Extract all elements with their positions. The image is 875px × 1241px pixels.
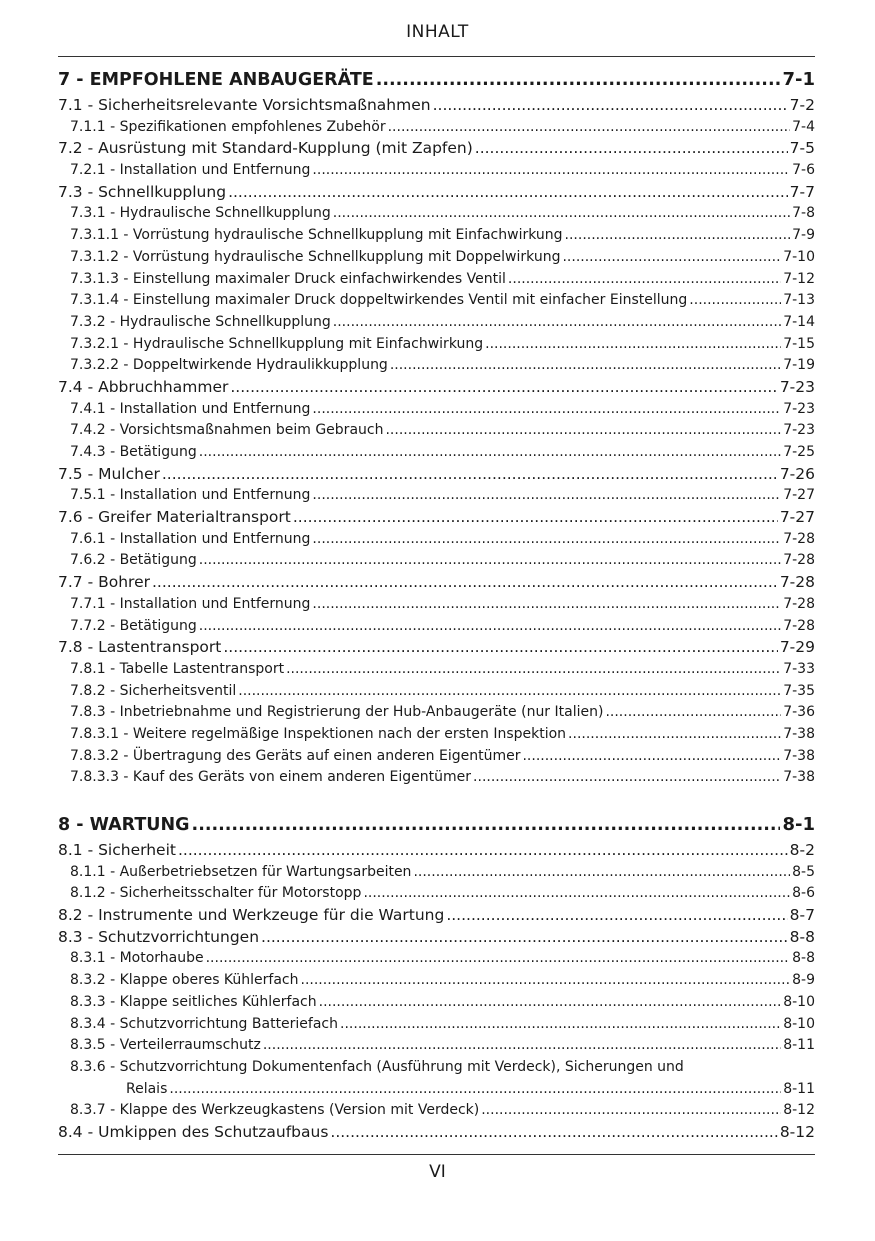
toc-leader-dots [319,992,782,1014]
toc-entry[interactable] [58,767,815,789]
toc-entry-page: 8-10 [783,993,815,1010]
toc-entry-title: 8.3.4 - Schutzvorrichtung Batteriefach [70,1015,339,1032]
toc-leader-dots [238,681,781,703]
toc-entry-page: 7-28 [783,595,815,612]
toc-entry-title: 7.4.3 - Betätigung [70,444,197,460]
toc-entry-page: 7-10 [783,248,815,265]
toc-entry-title: 7.2 - Ausrüstung mit Standard-Kupplung (mit Zapfen) [58,139,473,158]
toc-entry-title: 7.7.1 - Installation und Entfernung [70,595,311,612]
toc-entry-page: 7-33 [783,660,815,677]
toc-entry-page: 8-8 [792,950,815,967]
toc-entry-title: 8.3.2 - Klappe oberes Kühlerfach [70,972,299,989]
toc-leader-dots [293,507,778,529]
toc-entry[interactable] [58,377,815,399]
toc-chapter-title: 7 - EMPFOHLENE ANBAUGERÄTE [58,70,374,90]
toc-entry-page: 8-11 [783,1037,815,1054]
toc-leader-dots [388,117,791,139]
toc-entry[interactable] [58,681,815,703]
toc-entry-page: 7-23 [783,400,815,417]
toc-entry[interactable] [58,992,815,1014]
toc-entry-page: 7-27 [783,487,815,504]
toc-leader-dots [228,182,788,204]
toc-entry-title: 8.3.5 - Verteilerraumschutz [70,1037,261,1054]
toc-chapter-7-entries [58,95,815,789]
toc-chapter-8-entries [58,840,815,1144]
toc-entry-line[interactable]: 8.3.6 - Schutzvorrichtung Dokumentenfach (Ausführung mit Verdeck), Sicherungen und [70,1058,684,1075]
toc-entry-page: 7-23 [783,422,815,439]
toc-leader-dots [206,948,791,970]
toc-leader-dots [312,529,781,551]
toc-entry[interactable] [58,862,815,884]
toc-entry[interactable] [58,883,815,905]
toc-leader-dots [562,247,781,269]
toc-entry-page: 7-14 [783,313,815,330]
toc-leader-dots [263,1035,781,1057]
toc-entry[interactable] [58,464,815,486]
toc-entry-title: 7.4.2 - Vorsichtsmaßnahmen beim Gebrauch [70,422,384,439]
toc-entry-page: 7-28 [779,573,815,592]
toc-entry[interactable] [58,225,815,247]
toc-entry-page: 7-8 [792,205,815,222]
toc-entry-title: 7.8.3.3 - Kauf des Geräts von einem anderen Eigentümer [70,769,472,786]
toc-entry-title: 7.3.1.3 - Einstellung maximaler Druck einfachwirkendes Ventil [70,270,506,287]
toc-entry-title: 7.8.3 - Inbetriebnahme und Registrierung der Hub-Anbaugeräte (nur Italien) [70,704,604,721]
toc-entry-title: 7.1.1 - Spezifikationen empfohlenes Zubehör [70,118,386,135]
toc-entry-title: 7.5 - Mulcher [58,464,160,483]
toc-entry-page: 7-5 [789,139,815,158]
toc-entry-page: 7-38 [783,769,815,786]
toc-entry-page: 7-29 [779,638,815,657]
toc-leader-dots [169,1079,781,1101]
toc-entry-title: 8.3 - Schutzvorrichtungen [58,927,260,946]
toc-entry-page: 8-10 [783,1015,815,1032]
toc-entry-title: 7.4.1 - Installation und Entfernung [70,400,311,417]
toc-chapter-title: 8 - WARTUNG [58,815,190,835]
toc-entry-title: 7.3.1.2 - Vorrüstung hydraulische Schnellkupplung mit Doppelwirkung [70,248,561,265]
toc-entry[interactable] [58,312,815,334]
toc-entry-title: 7.1 - Sicherheitsrelevante Vorsichtsmaßnahmen [58,96,431,114]
toc-entry[interactable] [58,138,815,160]
toc-leader-dots [312,399,781,421]
toc-leader-dots [605,702,781,724]
toc-entry-title: 8.2 - Instrumente und Werkzeuge für die Wartung [58,906,445,925]
toc-entry[interactable] [58,355,815,377]
toc-entry-page: 7-26 [779,464,815,483]
toc-entry-title: 7.3.1 - Hydraulische Schnellkupplung [70,205,331,222]
page-header: INHALT [406,22,469,42]
toc-entry[interactable] [58,399,815,421]
toc-entry[interactable] [58,203,815,225]
toc-entry[interactable] [58,507,815,529]
toc-leader-dots [689,290,781,312]
toc-entry-title: 7.8.2 - Sicherheitsventil [70,682,237,699]
toc-leader-dots [261,927,788,949]
toc-entry-title: 8.1 - Sicherheit [58,841,176,859]
toc-entry-title: 7.7.2 - Betätigung [70,617,197,634]
toc-entry-title: 8.4 - Umkippen des Schutzaufbaus [58,1122,329,1141]
toc-entry-title: 7.3 - Schnellkupplung [58,182,227,201]
toc-entry-title: 7.6 - Greifer Materialtransport [58,508,291,527]
toc-leader-dots [481,1100,781,1122]
toc-entry[interactable] [58,1122,815,1144]
toc-entry[interactable] [58,247,815,269]
toc-leader-dots [385,420,781,442]
toc-entry-title: 7.8.3.2 - Übertragung des Geräts auf einen anderen Eigentümer [70,747,521,764]
toc-entry[interactable] [58,550,815,572]
toc-leader-dots [568,724,781,746]
toc-entry-page: 7-15 [783,335,815,352]
toc-leader-dots [333,312,781,334]
toc-entry-page: 7-6 [792,162,815,179]
toc-leader-dots [199,442,781,464]
toc-entry[interactable] [58,420,815,442]
toc-leader-dots [473,767,781,789]
footer-rule [58,1154,815,1155]
toc-entry[interactable] [58,659,815,681]
toc-entry[interactable] [58,269,815,291]
toc-entry-page: 8-6 [792,885,815,902]
toc-entry-page: 7-4 [792,118,815,135]
toc-leader-dots [192,810,781,841]
toc-entry-page: 7-28 [783,530,815,547]
toc-leader-dots [340,1014,781,1036]
toc-chapter-7[interactable] [58,64,815,95]
toc-leader-dots [162,464,778,486]
toc-entry-page: 8-8 [789,927,815,946]
toc-leader-dots [230,377,777,399]
toc-entry-title: 8.1.2 - Sicherheitsschalter für Motorstopp [70,885,362,902]
toc-entry[interactable] [58,95,815,117]
toc-entry-title: 7.7 - Bohrer [58,573,150,592]
toc-entry-title: 7.3.2.2 - Doppeltwirkende Hydraulikkupplung [70,357,388,374]
toc-leader-dots [363,883,790,905]
toc-leader-dots [376,65,781,96]
toc-leader-dots [485,334,781,356]
toc-entry-page: 7-36 [783,704,815,721]
toc-entry[interactable] [58,594,815,616]
toc-entry-page: 7-28 [783,552,815,569]
toc-leader-dots [446,905,787,927]
toc-entry-page: 7-12 [783,270,815,287]
toc-entry[interactable] [58,442,815,464]
toc-entry[interactable] [58,182,815,204]
header-rule [58,56,815,57]
toc-entry-page: 7-27 [779,508,815,527]
toc-entry-title: Relais [126,1080,168,1097]
toc-entry-title: 7.2.1 - Installation und Entfernung [70,162,311,179]
toc-entry-title: 8.1.1 - Außerbetriebsetzen für Wartungsarbeiten [70,863,412,880]
toc-entry[interactable] [58,746,815,768]
toc-leader-dots [330,1122,777,1144]
toc-leader-dots [390,355,781,377]
toc-entry-page: 7-23 [779,377,815,396]
toc-entry[interactable] [58,485,815,507]
toc-leader-dots [433,95,788,117]
toc-entry[interactable] [58,927,815,949]
toc-leader-dots [475,138,788,160]
toc-chapter-page: 7-1 [782,69,815,90]
toc-entry-title: 7.3.1.1 - Vorrüstung hydraulische Schnellkupplung mit Einfachwirkung [70,227,563,244]
toc-leader-dots [522,746,781,768]
toc-leader-dots [312,594,781,616]
toc-entry[interactable] [58,572,815,594]
toc-leader-dots [413,862,790,884]
toc-entry-title: 8.3.3 - Klappe seitliches Kühlerfach [70,993,317,1010]
toc-entry-page: 8-11 [783,1080,815,1097]
toc-leader-dots [152,572,778,594]
toc-entry[interactable] [58,724,815,746]
toc-chapter-page: 8-1 [782,814,815,835]
toc-entry-title: 7.8.1 - Tabelle Lastentransport [70,660,285,677]
toc-entry[interactable] [58,905,815,927]
toc-entry-page: 7-38 [783,725,815,742]
toc-entry-title: 7.3.2 - Hydraulische Schnellkupplung [70,313,331,330]
toc-entry-page: 7-35 [783,682,815,699]
toc-leader-dots [199,616,781,638]
toc-entry[interactable] [58,637,815,659]
toc-entry-title: 7.4 - Abbruchhammer [58,377,229,396]
toc-leader-dots [508,269,781,291]
table-of-contents [58,64,815,1144]
page-number: VI [429,1162,446,1182]
toc-entry-title: 7.8.3.1 - Weitere regelmäßige Inspektionen nach der ersten Inspektion [70,725,567,742]
toc-entry[interactable] [58,1079,815,1101]
toc-entry[interactable] [58,1035,815,1057]
toc-entry[interactable] [58,1100,815,1122]
toc-entry-page: 8-9 [792,972,815,989]
toc-leader-dots [312,160,790,182]
toc-entry-title: 8.3.1 - Motorhaube [70,950,204,967]
toc-entry-page: 7-28 [783,617,815,634]
toc-entry[interactable] [58,616,815,638]
toc-entry[interactable] [58,970,815,992]
toc-entry-title: 7.3.1.4 - Einstellung maximaler Druck doppeltwirkendes Ventil mit einfacher Einstellung [70,292,688,309]
toc-leader-dots [178,840,788,862]
toc-entry-page: 7-25 [783,444,815,460]
toc-entry-title: 7.3.2.1 - Hydraulische Schnellkupplung mit Einfachwirkung [70,335,484,352]
toc-entry[interactable] [58,160,815,182]
toc-entry-page: 8-2 [789,841,815,859]
toc-entry[interactable] [58,117,815,139]
toc-entry[interactable] [58,334,815,356]
toc-entry[interactable] [58,702,815,724]
toc-chapter-8[interactable] [58,809,815,840]
toc-entry-title: 7.8 - Lastentransport [58,638,222,657]
toc-entry-page: 8-12 [779,1122,815,1141]
toc-entry[interactable] [58,948,815,970]
toc-entry-page: 7-19 [783,357,815,374]
toc-leader-dots [223,637,777,659]
toc-leader-dots [199,550,781,572]
toc-leader-dots [286,659,781,681]
toc-entry-page: 7-7 [789,182,815,201]
toc-leader-dots [333,203,790,225]
toc-entry-page: 7-2 [789,96,815,114]
toc-entry[interactable] [58,840,815,862]
toc-entry[interactable] [58,290,815,312]
toc-entry-page: 8-5 [792,863,815,880]
toc-entry-page: 7-9 [792,227,815,244]
toc-leader-dots [312,485,781,507]
toc-entry-title: 7.6.2 - Betätigung [70,552,197,569]
toc-entry-title: 7.5.1 - Installation und Entfernung [70,487,311,504]
toc-entry[interactable] [58,1014,815,1036]
toc-leader-dots [565,225,791,247]
toc-leader-dots [301,970,791,992]
toc-entry[interactable] [58,529,815,551]
toc-entry-page: 8-7 [789,906,815,925]
toc-entry-title: 7.6.1 - Installation und Entfernung [70,530,311,547]
toc-entry-page: 8-12 [783,1102,815,1119]
toc-entry-page: 7-38 [783,747,815,764]
toc-entry-title: 8.3.7 - Klappe des Werkzeugkastens (Version mit Verdeck) [70,1102,480,1119]
toc-entry-page: 7-13 [783,292,815,309]
